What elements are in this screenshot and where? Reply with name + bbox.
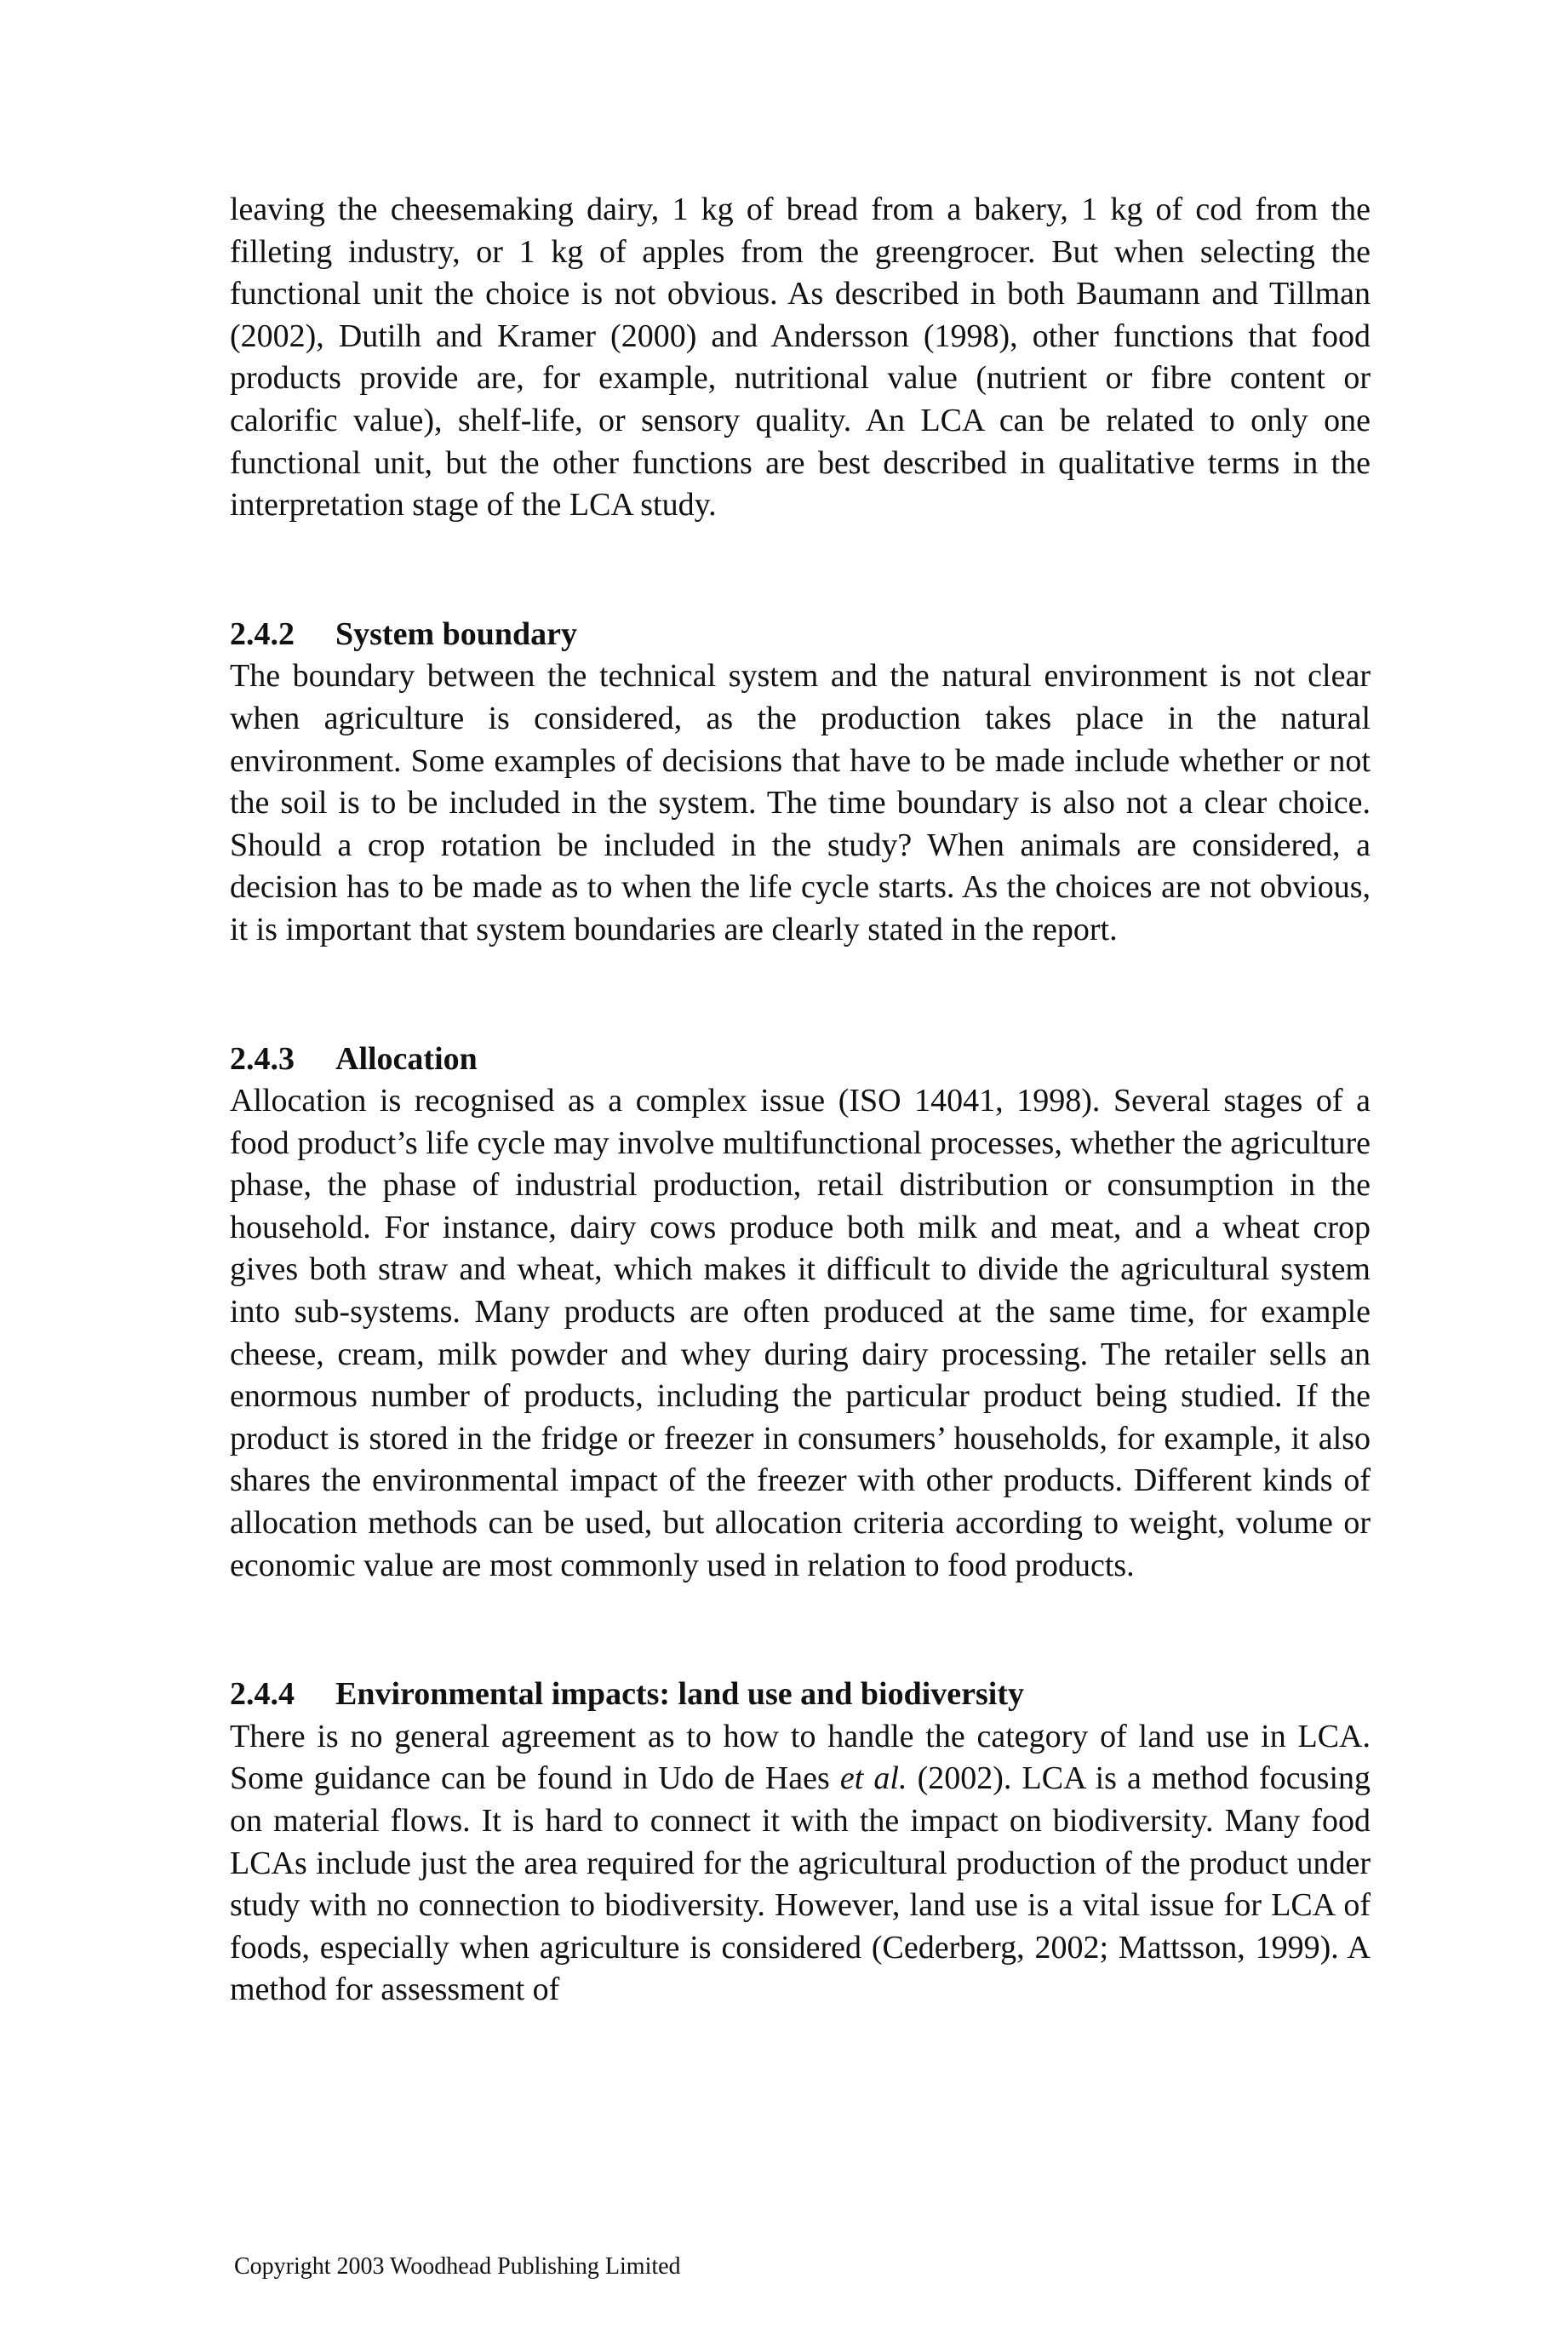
section-number: 2.4.4: [230, 1676, 295, 1713]
section-system-boundary: [230, 614, 1371, 952]
section-heading: [230, 614, 1371, 656]
section-title: Allocation: [335, 1040, 478, 1077]
section-number: 2.4.2: [230, 615, 295, 652]
copyright-footer: Copyright 2003 Woodhead Publishing Limited: [234, 2253, 681, 2280]
section-paragraph: The boundary between the technical system and the natural environment is not clear when agriculture is considered, as the production takes place in the natural environment. Some examples of decisions that have to be made include whether or not the soil is to be included in the system. The time boundary is also not a clear choice. Should a crop rotation be included in the study? When animals are considered, a decision has to be made as to when the life cycle starts. As the choices are not obvious, it is important that system boundaries are clearly stated in the report.: [230, 658, 1371, 947]
intro-paragraph: leaving the cheesemaking dairy, 1 kg of bread from a bakery, 1 kg of cod from the filleting industry, or 1 kg of apples from the greengrocer. But when selecting the functional unit the choice is not obvious. As described in both Baumann and Tillman (2002), Dutilh and Kramer (2000) and Andersson (1998), other functions that food products provide are, for example, nutritional value (nutrient or fibre content or calorific value), shelf-life, or sensory quality. An LCA can be related to only one functional unit, but the other functions are best described in qualitative terms in the interpretation stage of the LCA study.: [230, 192, 1371, 524]
section-heading: [230, 1039, 1371, 1081]
section-title: System boundary: [335, 615, 577, 652]
section-paragraph: Allocation is recognised as a complex issue (ISO 14041, 1998). Several stages of a food product’s life cycle may involve multifunctional processes, whether the agriculture phase, the phase of industrial production, retail distribution or consumption in the household. For instance, dairy cows produce both milk and meat, and a wheat crop gives both straw and wheat, which makes it difficult to divide the agricultural system into sub-systems. Many products are often produced at the same time, for example cheese, cream, milk powder and whey during dairy processing. The retailer sells an enormous number of products, including the particular product being studied. If the product is stored in the fridge or freezer in consumers’ households, for example, it also shares the environmental impact of the freezer with other products. Different kinds of allocation methods can be used, but allocation criteria according to weight, volume or economic value are most commonly used in relation to food products.: [230, 1083, 1371, 1583]
text-column: [230, 189, 1371, 2012]
paragraph-text-end: (2002). LCA is a method focusing on material flows. It is hard to connect it with the impact on biodiversity. Many food LCAs include just the area required for the agricultural production of the product under study with no connection to biodiversity. However, land use is a vital issue for LCA of foods, especially when agriculture is considered (Cederberg, 2002; Mattsson, 1999). A method for assessment of: [230, 1760, 1371, 2008]
section-number: 2.4.3: [230, 1040, 295, 1077]
section-paragraph: [230, 1716, 1371, 2012]
section-land-use-biodiversity: [230, 1674, 1371, 2012]
section-allocation: [230, 1039, 1371, 1588]
paragraph-text-start: There is no general agreement as to how to handle the category of land use in LCA. Some guidance can be found in Udo de Haes: [230, 1718, 1371, 1797]
citation-et-al: et al.: [839, 1760, 907, 1797]
section-heading: [230, 1674, 1371, 1716]
section-title: Environmental impacts: land use and biodiversity: [335, 1676, 1025, 1713]
